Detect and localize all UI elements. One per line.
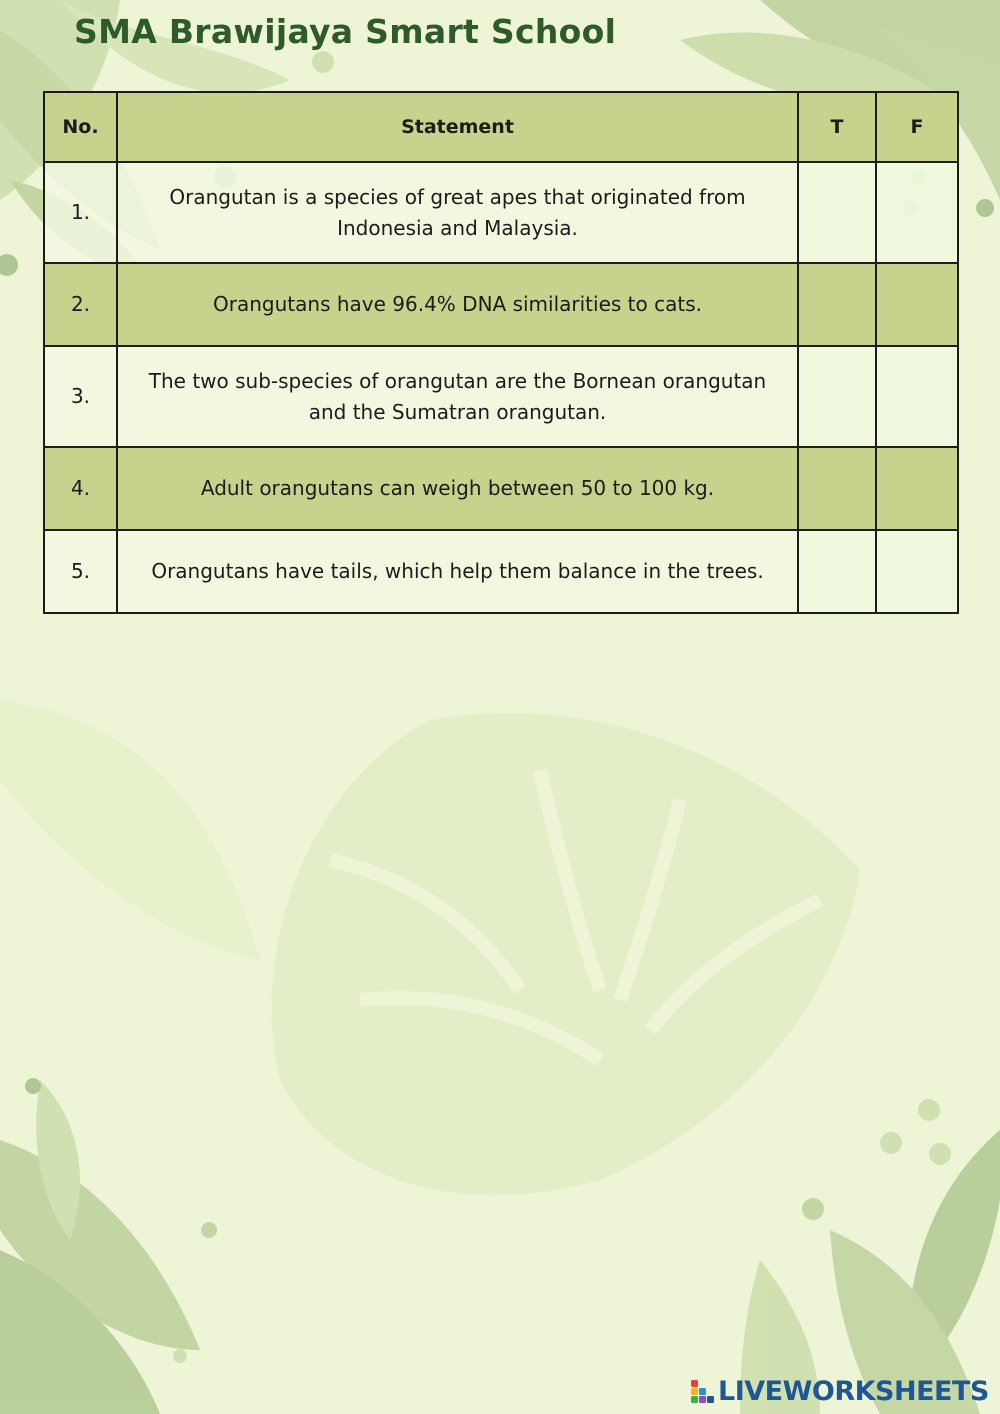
answer-true-box[interactable] [798, 162, 876, 263]
table-row [44, 346, 958, 447]
liveworksheets-wordmark: LIVEWORKSHEETS [718, 1375, 989, 1407]
answer-false-box[interactable] [876, 263, 958, 346]
row-statement: The two sub-species of orangutan are the Bornean orangutan and the Sumatran orangutan. [117, 346, 798, 447]
row-number: 5. [44, 530, 117, 613]
row-statement: Orangutans have tails, which help them balance in the trees. [117, 530, 798, 613]
row-number: 4. [44, 447, 117, 530]
liveworksheets-logo-icon [690, 1378, 716, 1404]
row-number: 2. [44, 263, 117, 346]
answer-false-box[interactable] [876, 447, 958, 530]
table-row [44, 263, 958, 346]
true-false-table [43, 91, 959, 614]
answer-false-box[interactable] [876, 162, 958, 263]
row-statement: Adult orangutans can weigh between 50 to 100 kg. [117, 447, 798, 530]
table-row [44, 530, 958, 613]
row-statement: Orangutans have 96.4% DNA similarities to cats. [117, 263, 798, 346]
row-statement: Orangutan is a species of great apes that originated from Indonesia and Malaysia. [117, 162, 798, 263]
row-number: 1. [44, 162, 117, 263]
school-title: SMA Brawijaya Smart School [74, 12, 617, 51]
table-header-row [44, 92, 958, 162]
header-statement: Statement [117, 92, 798, 162]
row-number: 3. [44, 346, 117, 447]
answer-true-box[interactable] [798, 346, 876, 447]
header-false: F [876, 92, 958, 162]
header-true: T [798, 92, 876, 162]
table-row [44, 447, 958, 530]
table-row [44, 162, 958, 263]
answer-false-box[interactable] [876, 530, 958, 613]
answer-true-box[interactable] [798, 530, 876, 613]
liveworksheets-logo[interactable] [690, 1376, 989, 1406]
header-no: No. [44, 92, 117, 162]
answer-true-box[interactable] [798, 263, 876, 346]
answer-false-box[interactable] [876, 346, 958, 447]
answer-true-box[interactable] [798, 447, 876, 530]
